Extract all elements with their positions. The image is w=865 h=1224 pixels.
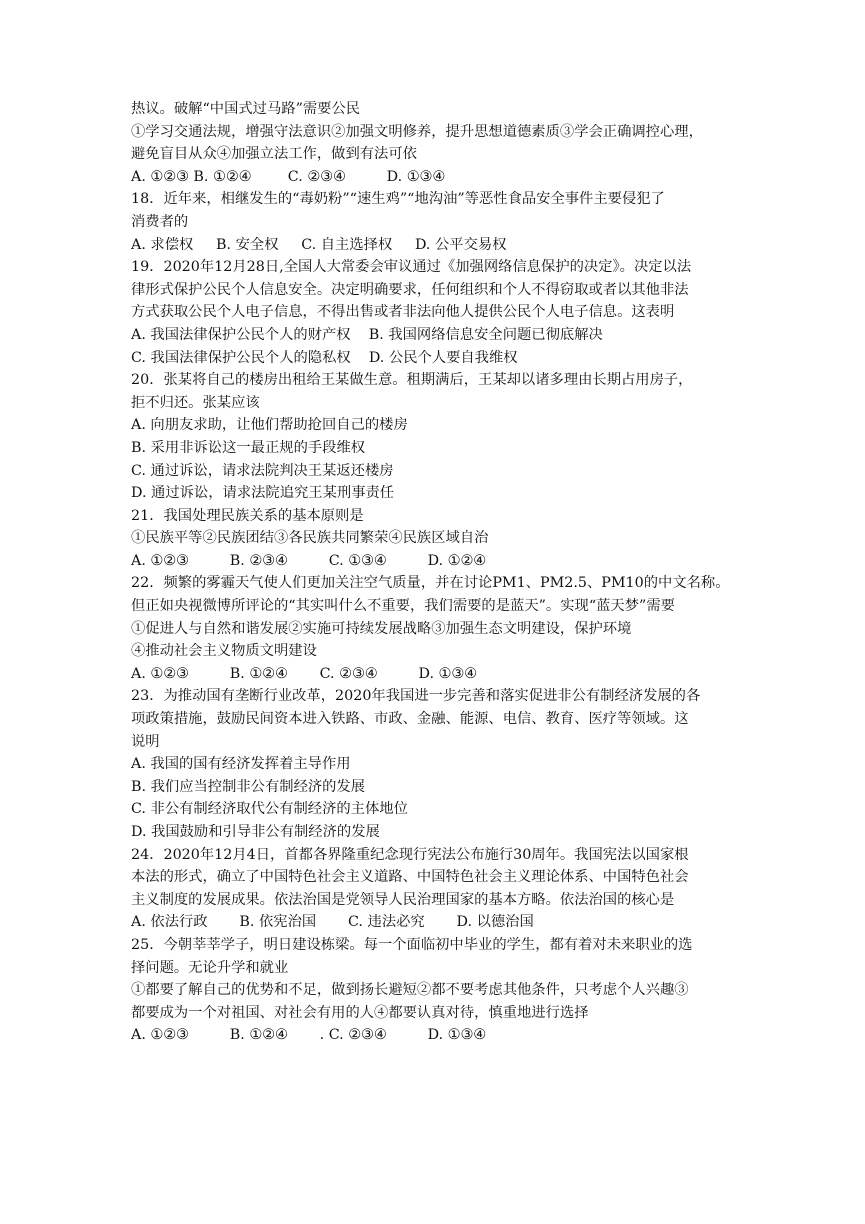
text-line: 本法的形式，确立了中国特色社会主义道路、中国特色社会主义理论体系、中国特色社会 — [131, 869, 689, 886]
text-line: 25．今朝莘莘学子，明日建设栋梁。每一个面临初中毕业的学生，都有着对未来职业的选 — [131, 936, 693, 953]
document-page — [131, 98, 737, 1047]
text-line: C. 通过诉讼，请求法院判决王某返还楼房 — [131, 462, 394, 479]
text-line: D. 通过诉讼，请求法院追究王某刑事责任 — [131, 485, 395, 502]
text-line: C. 我国法律保护公民个人的隐私权 D. 公民个人要自我维权 — [131, 349, 518, 366]
text-line: D. 我国鼓励和引导非公有制经济的发展 — [131, 824, 380, 840]
text-line: C. 非公有制经济取代公有制经济的主体地位 — [131, 801, 408, 818]
text-line: 项政策措施，鼓励民间资本进入铁路、市政、金融、能源、电信、教育、医疗等领域。这 — [131, 711, 689, 728]
text-line: A. 求偿权 B. 安全权 C. 自主选择权 D. 公平交易权 — [131, 236, 507, 253]
text-line: 避免盲目从众④加强立法工作，做到有法可依 — [131, 146, 417, 163]
text-line: ①民族平等②民族团结③各民族共同繁荣④民族区域自治 — [131, 530, 489, 547]
text-line: ①都要了解自己的优势和不足，做到扬长避短②都不要考虑其他条件，只考虑个人兴趣③ — [131, 982, 689, 999]
text-line: B. 采用非诉讼这一最正规的手段维权 — [131, 439, 366, 456]
text-line: 主义制度的发展成果。依法治国是党领导人民治理国家的基本方略。依法治国的核心是 — [131, 891, 675, 908]
text-line: 19．2020年12月28日,全国人大常委会审议通过《加强网络信息保护的决定》。决定以法 — [131, 259, 692, 276]
text-line: 20．张某将自己的楼房出租给王某做生意。租期满后，王某却以诸多理由长期占用房子， — [131, 372, 693, 389]
text-line: B. 我们应当控制非公有制经济的发展 — [131, 778, 366, 795]
text-line: A. ①②③ B. ①②④ C. ②③④ D. ①③④ — [131, 665, 477, 682]
text-line: ④推动社会主义物质文明建设 — [131, 643, 317, 660]
text-line: A. ①②③ B. ②③④ C. ①③④ D. ①②④ — [131, 552, 487, 569]
text-line: ①促进人与自然和谐发展②实施可持续发展战略③加强生态文明建设，保护环境 — [131, 620, 632, 637]
text-line: 但正如央视微博所评论的“其实叫什么不重要，我们需要的是蓝天”。实现“蓝天梦”需要 — [131, 598, 675, 615]
text-line: 择问题。无论升学和就业 — [131, 959, 289, 976]
text-line: 拒不归还。张某应该 — [131, 394, 260, 411]
text-line: 消费者的 — [131, 213, 189, 230]
text-line: 都要成为一个对祖国、对社会有用的人④都要认真对待，慎重地进行选择 — [131, 1004, 589, 1021]
text-line: 方式获取公民个人电子信息，不得出售或者非法向他人提供公民个人电子信息。这表明 — [131, 304, 675, 321]
text-line: 律形式保护公民个人信息安全。决定明确要求，任何组织和个人不得窃取或者以其他非法 — [131, 281, 689, 298]
text-line: A. 我国法律保护公民个人的财产权 B. 我国网络信息安全问题已彻底解决 — [131, 326, 603, 343]
text-line: A. ①②③ B. ①②④ . C. ②③④ D. ①③④ — [131, 1027, 487, 1044]
text-line: A. 向朋友求助，让他们帮助抢回自己的楼房 — [131, 417, 408, 434]
text-line: 说明 — [131, 733, 160, 750]
text-line: 热议。破解“中国式过马路”需要公民 — [131, 101, 361, 117]
text-line: A. ①②③ B. ①②④ C. ②③④ D. ①③④ — [131, 168, 446, 185]
text-line: 24．2020年12月4日，首都各界隆重纪念现行宪法公布施行30周年。我国宪法以国家根 — [131, 846, 689, 863]
text-line: ①学习交通法规，增强守法意识②加强文明修养，提升思想道德素质③学会正确调控心理， — [131, 123, 703, 140]
text-line: A. 我国的国有经济发挥着主导作用 — [131, 756, 351, 773]
text-line: 18．近年来，相继发生的“毒奶粉”“速生鸡”“地沟油”等恶性食品安全事件主要侵犯了 — [131, 191, 665, 208]
text-line: 22．频繁的雾霾天气使人们更加关注空气质量，并在讨论PM1、PM2.5、PM10的中文名称。 — [131, 575, 730, 592]
text-line: A. 依法行政 B. 依宪治国 C. 违法必究 D. 以德治国 — [131, 914, 534, 931]
text-line: 21．我国处理民族关系的基本原则是 — [131, 507, 364, 524]
text-line: 23．为推动国有垄断行业改革，2020年我国进一步完善和落实促进非公有制经济发展的各 — [131, 688, 701, 705]
